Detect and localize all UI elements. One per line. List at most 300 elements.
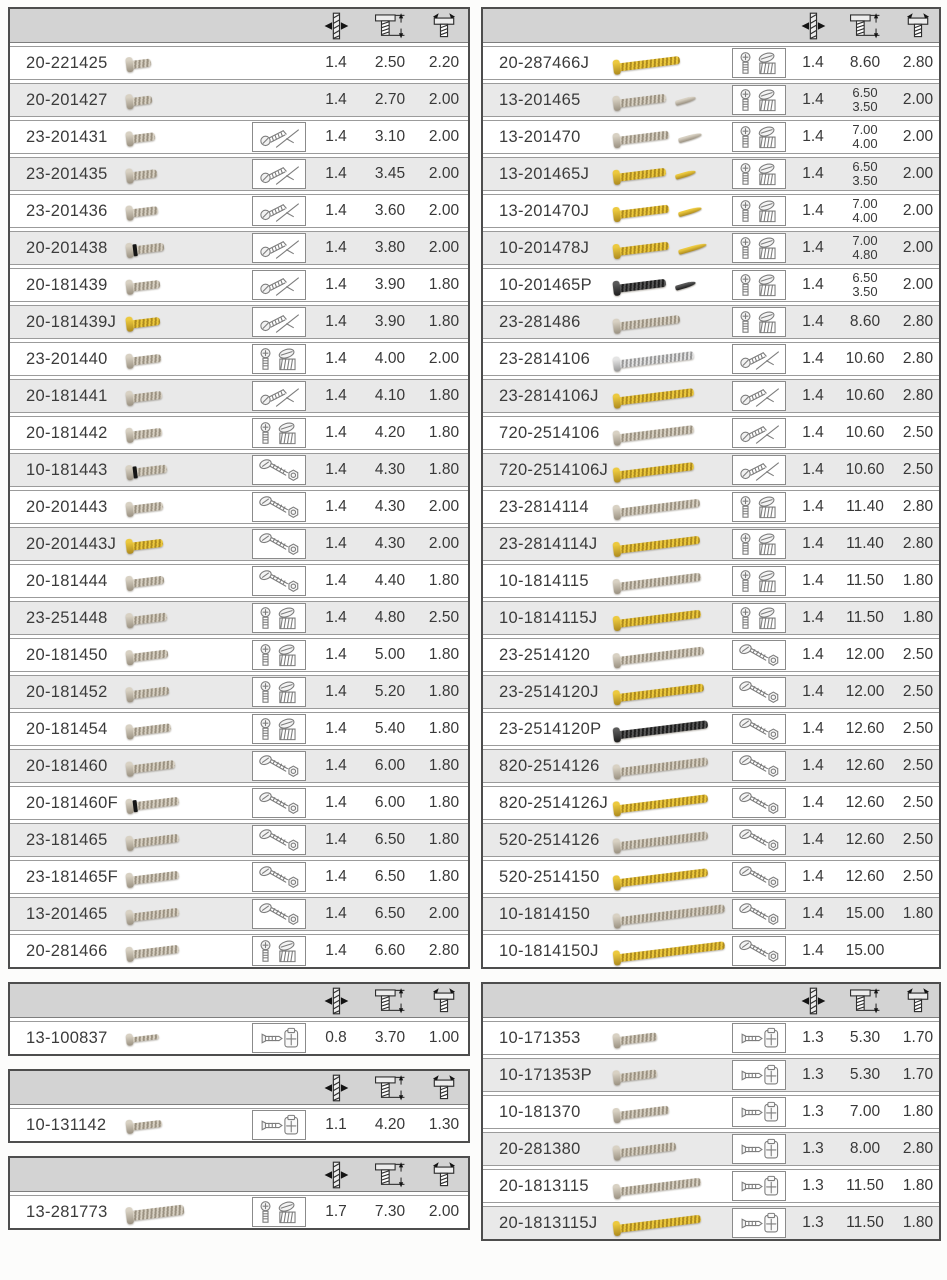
head-diameter: 2.50 [902,757,934,774]
thread-diameter: 1.4 [325,572,347,589]
mount-type-cell [727,1023,791,1053]
thread-diameter: 1.3 [802,1103,824,1120]
length: 11.50 [846,572,884,589]
screw-and-nut-icon [734,642,784,669]
header-icon-cell [835,986,895,1016]
screw-shank [620,278,667,292]
thread-diameter: 1.3 [802,1066,824,1083]
mount-type-cell [246,344,312,374]
length: 4.30 [374,461,406,478]
length-value: 3.50 [852,99,878,114]
header-icon-cell [895,986,941,1016]
length: 5.30 [849,1029,881,1046]
part-number: 20-181454 [26,719,108,738]
mount-icon-box [732,862,786,892]
mount-type-cell [246,862,312,892]
mount-type-cell [727,159,791,189]
mount-icon-box [252,270,306,300]
part-number: 20-221425 [26,53,108,72]
screw-and-nut-icon [254,827,304,854]
head-diameter: 1.80 [428,572,460,589]
mount-type-cell [246,529,312,559]
screw-shank [620,1105,670,1119]
thread-diameter: 1.4 [325,868,347,885]
screw-and-block-icon [254,938,304,965]
screw-photo [609,944,727,959]
screw-photo [609,574,727,589]
length-value: 7.00 [852,233,878,249]
rim-lock-icon [254,1112,304,1139]
thread-diameter: 1.4 [325,91,347,108]
screw-image [125,645,169,665]
thread-diameter: 1.4 [325,535,347,552]
table-header [483,9,939,43]
screw-length-icon [848,986,882,1016]
screw-image [125,202,159,221]
mount-icon-box [732,1171,786,1201]
length: 6.50 [374,831,406,848]
thread-diameter: 1.3 [802,1214,824,1231]
screw-image [612,1138,676,1161]
screw-and-nut-icon [254,901,304,928]
part-number: 20-181439 [26,275,108,294]
part-number: 23-201435 [26,164,108,183]
mount-icon-box [732,1023,786,1053]
thread-diameter: 1.7 [325,1203,347,1220]
left-section-2-table [8,982,470,1056]
screw-and-block-icon [734,87,784,114]
screw-photo [609,241,727,256]
screw-and-nut-icon [734,827,784,854]
table-row [483,268,939,302]
thread-diameter: 1.3 [802,1177,824,1194]
mount-icon-box [252,381,306,411]
screw-image [612,790,708,816]
screw-image [612,753,708,779]
screw-and-nut-icon [734,679,784,706]
screw-image [612,458,694,483]
head-diameter: 1.80 [428,313,460,330]
screw-shank [133,501,164,513]
screw-image [125,91,153,109]
mount-type-cell [727,640,791,670]
thread-diameter-icon [319,986,353,1016]
head-diameter: 2.80 [902,313,934,330]
head-diameter: 1.00 [428,1029,460,1046]
table-row [483,749,939,783]
screw-photo [122,870,246,885]
screw-shank [133,907,180,921]
length: 6.00 [374,757,406,774]
thread-diameter: 1.4 [802,276,824,293]
screw-shank [620,93,667,107]
head-diameter: 1.30 [428,1116,460,1133]
length: 3.70 [374,1029,406,1046]
header-icon-cell [312,986,360,1016]
part-number: 13-201470 [499,127,581,146]
screw-photo [609,722,727,737]
screw-shank [620,830,708,849]
part-number: 20-281466 [26,941,108,960]
screw-shank [620,1068,658,1080]
part-number: 520-2514150 [499,867,600,886]
mount-type-cell [727,1208,791,1238]
part-number: 23-201431 [26,127,108,146]
part-number: 20-201443 [26,497,108,516]
mount-icon-box [252,1197,306,1227]
part-number: 20-281380 [499,1139,581,1158]
mount-icon-box [252,603,306,633]
screw-photo [122,537,246,552]
table-header [10,1158,468,1192]
table-row [10,416,468,450]
table-row [483,786,939,820]
screw-shank [620,498,700,516]
thread-diameter: 1.4 [802,831,824,848]
part-number: 10-131142 [26,1115,107,1134]
screw-and-block-icon [734,605,784,632]
thread-diameter: 1.4 [802,609,824,626]
thread-diameter: 1.4 [325,609,347,626]
screw-image [612,827,708,853]
screw-shank [620,461,694,478]
thread-diameter-icon [319,11,353,41]
mount-icon-box [732,1134,786,1164]
screw-and-block-icon [254,716,304,743]
mount-type-cell [246,714,312,744]
screw-image [612,274,666,295]
screw-and-nut-icon [254,753,304,780]
mount-icon-box [732,233,786,263]
screw-image [125,940,179,961]
screw-photo [609,204,727,219]
thread-diameter: 1.4 [802,942,824,959]
screw-photo [122,93,246,108]
length: 3.90 [374,276,406,293]
head-diameter: 2.80 [902,350,934,367]
screw-shank [133,870,180,884]
screw-image [612,1101,669,1123]
length: 6.00 [374,794,406,811]
screw-and-block-icon [254,1199,304,1226]
mount-type-cell [727,603,791,633]
table-header [10,9,468,43]
screw-image [613,937,726,966]
thread-diameter: 1.4 [325,498,347,515]
head-diameter: 1.80 [428,424,460,441]
screw-shank [620,204,670,218]
screw-and-nut-icon [734,938,784,965]
part-number: 13-201465 [499,90,581,109]
part-number: 10-181370 [499,1102,581,1121]
screw-shank [133,353,162,364]
length-value: 3.50 [852,173,878,188]
screw-image [125,608,168,628]
thread-diameter: 1.4 [325,276,347,293]
screw-photo [609,907,727,922]
mount-type-cell [246,122,312,152]
length: 4.00 [374,350,406,367]
screw-length-icon [373,986,407,1016]
thread-diameter: 1.4 [802,535,824,552]
head-diameter: 1.80 [902,1177,934,1194]
screw-and-block-icon [254,346,304,373]
length: 4.30 [374,535,406,552]
length: 6.50 [374,868,406,885]
length: 6.50 [374,905,406,922]
header-icon-cell [420,1160,468,1190]
mount-icon-box [252,418,306,448]
screw-image [125,534,164,553]
screw-photo [122,796,246,811]
head-diameter: 1.80 [428,387,460,404]
screw-into-plate-icon [734,457,784,484]
head-diameter: 1.80 [902,609,934,626]
screw-photo [609,1142,727,1157]
mount-type-cell [246,1023,312,1053]
thread-diameter: 1.4 [802,239,824,256]
mount-type-cell [727,1134,791,1164]
rim-lock-icon [734,1136,784,1163]
length: 10.60 [845,350,885,367]
header-icon-cell [312,1073,360,1103]
table-row [10,342,468,376]
header-icon-cell [312,11,360,41]
part-number: 23-2514120P [499,719,602,738]
table-row [10,675,468,709]
length [835,197,895,224]
screw-photo [609,537,727,552]
mount-icon-box [252,344,306,374]
mount-icon-box [732,85,786,115]
screw-and-nut-icon [254,568,304,595]
left-section-3-table [8,1069,470,1143]
table-row [10,1021,468,1054]
screw-photo [609,500,727,515]
screw-shank [620,350,694,367]
thread-diameter-icon [319,1073,353,1103]
mount-icon-box [732,825,786,855]
screw-photo [609,611,727,626]
screw-and-nut-icon [254,457,304,484]
part-number: 10-171353 [499,1028,581,1047]
header-icon-cell [420,11,468,41]
mount-icon-box [252,788,306,818]
length [835,271,895,298]
mount-type-cell [246,159,312,189]
screw-shank [620,1141,677,1156]
screw-photo [609,278,727,293]
thread-diameter: 1.3 [802,1140,824,1157]
table-row [483,860,939,894]
screw-shank [133,58,152,68]
screw-into-plate-icon [254,124,304,151]
length: 5.20 [374,683,406,700]
screw-photo [122,167,246,182]
table-row [10,897,468,931]
screw-photo [122,1118,246,1132]
part-number: 23-201436 [26,201,108,220]
screw-shank [620,55,681,70]
table-row [483,638,939,672]
part-number: 13-201470J [499,201,590,220]
header-icon-cell [312,1160,360,1190]
screw-shank [620,167,667,181]
head-diameter: 2.80 [902,498,934,515]
mount-type-cell [727,1097,791,1127]
mount-icon-box [732,455,786,485]
mount-type-cell [246,751,312,781]
length-value: 4.00 [852,210,878,225]
length: 12.00 [845,646,885,663]
screw-shank [133,612,168,624]
head-diameter: 2.00 [902,276,934,293]
mount-icon-box [732,1208,786,1238]
screw-shank [133,538,164,550]
screw-image [125,866,179,887]
part-number: 20-181460 [26,756,108,775]
screw-image [125,423,163,442]
screw-image [125,238,165,258]
head-diameter: 2.50 [902,794,934,811]
head-diameter: 2.00 [428,905,460,922]
screw-image [125,756,175,777]
table-row [10,379,468,413]
screw-photo [609,1031,727,1046]
length-value: 6.50 [852,270,878,286]
screw-image [612,864,708,890]
screw-image [125,792,179,813]
mount-type-cell [246,1197,312,1227]
part-number: 720-2514106J [499,460,609,479]
screw-image [612,51,680,74]
length: 4.10 [374,387,406,404]
table-row [483,1132,939,1166]
table-row [483,712,939,746]
length-value: 6.50 [852,159,878,175]
mount-type-cell [727,492,791,522]
mount-icon-box [732,566,786,596]
thread-diameter: 1.4 [325,683,347,700]
screw-shank [133,131,156,142]
screw-shank [137,464,168,476]
screw-image [612,200,669,222]
length: 10.60 [845,461,885,478]
mount-type-cell [246,603,312,633]
head-diameter: 1.80 [902,572,934,589]
screw-shank [133,833,180,847]
mount-icon-box [252,307,306,337]
part-number: 23-251448 [26,608,108,627]
screw-photo [122,241,246,256]
mount-type-cell [727,307,791,337]
thread-diameter: 1.4 [802,387,824,404]
screw-length-icon [373,1073,407,1103]
thread-diameter: 1.4 [802,683,824,700]
mount-type-cell [727,455,791,485]
table-row [10,712,468,746]
head-diameter: 2.00 [902,202,934,219]
screw-image [612,126,669,148]
length: 3.90 [374,313,406,330]
part-number: 23-2814114J [499,534,598,553]
head-diameter: 1.80 [428,794,460,811]
mount-type-cell [727,196,791,226]
screw-and-nut-icon [734,716,784,743]
right-column [481,7,941,1241]
head-diameter: 2.00 [902,128,934,145]
screw-image [612,89,666,110]
thread-diameter: 1.4 [325,165,347,182]
screw-photo [609,93,727,108]
screw-shank [620,424,694,441]
thread-diameter: 1.4 [802,91,824,108]
length: 2.50 [374,54,406,71]
screw-image [125,312,161,331]
left-main-table [8,7,470,969]
screw-photo [609,759,727,774]
table-row [483,46,939,80]
screw-and-block-icon [254,605,304,632]
screw-shank [137,796,180,809]
rim-lock-icon [254,1025,304,1052]
screw-image [125,571,165,591]
table-row [10,860,468,894]
part-number: 820-2514126 [499,756,600,775]
screw-and-nut-icon [254,494,304,521]
thread-diameter: 1.4 [802,424,824,441]
length: 12.60 [845,868,885,885]
table-row [10,601,468,635]
screw-photo [609,315,727,330]
screw-photo [122,278,246,293]
screw-shank [620,682,704,700]
screw-into-plate-icon [254,235,304,262]
head-diameter-icon [901,986,935,1016]
screw-image [612,605,701,631]
part-number: 20-201438 [26,238,108,257]
part-number: 520-2514126 [499,830,600,849]
header-icon-cell [895,11,941,41]
screw-shank [620,903,725,924]
pin-image [675,95,697,106]
head-diameter: 2.80 [428,942,460,959]
screw-length-icon [373,11,407,41]
screw-shank [133,722,172,735]
length: 12.60 [845,720,885,737]
thread-diameter: 1.4 [325,387,347,404]
mount-type-cell [246,566,312,596]
screw-image [612,1210,701,1236]
table-row [10,1195,468,1228]
thread-diameter: 1.4 [325,128,347,145]
mount-icon-box [732,344,786,374]
screw-shank [620,756,708,775]
screw-shank [133,944,180,958]
thread-diameter: 1.4 [325,313,347,330]
head-diameter: 2.50 [902,424,934,441]
part-number: 10-1814115J [499,608,598,627]
mount-icon-box [732,270,786,300]
length: 2.70 [374,91,406,108]
pin-image [675,169,697,180]
screw-image [612,679,704,705]
head-diameter: 2.20 [428,54,460,71]
screw-image [612,1065,658,1085]
head-diameter: 2.00 [428,239,460,256]
mount-type-cell [727,270,791,300]
screw-into-plate-icon [734,383,784,410]
